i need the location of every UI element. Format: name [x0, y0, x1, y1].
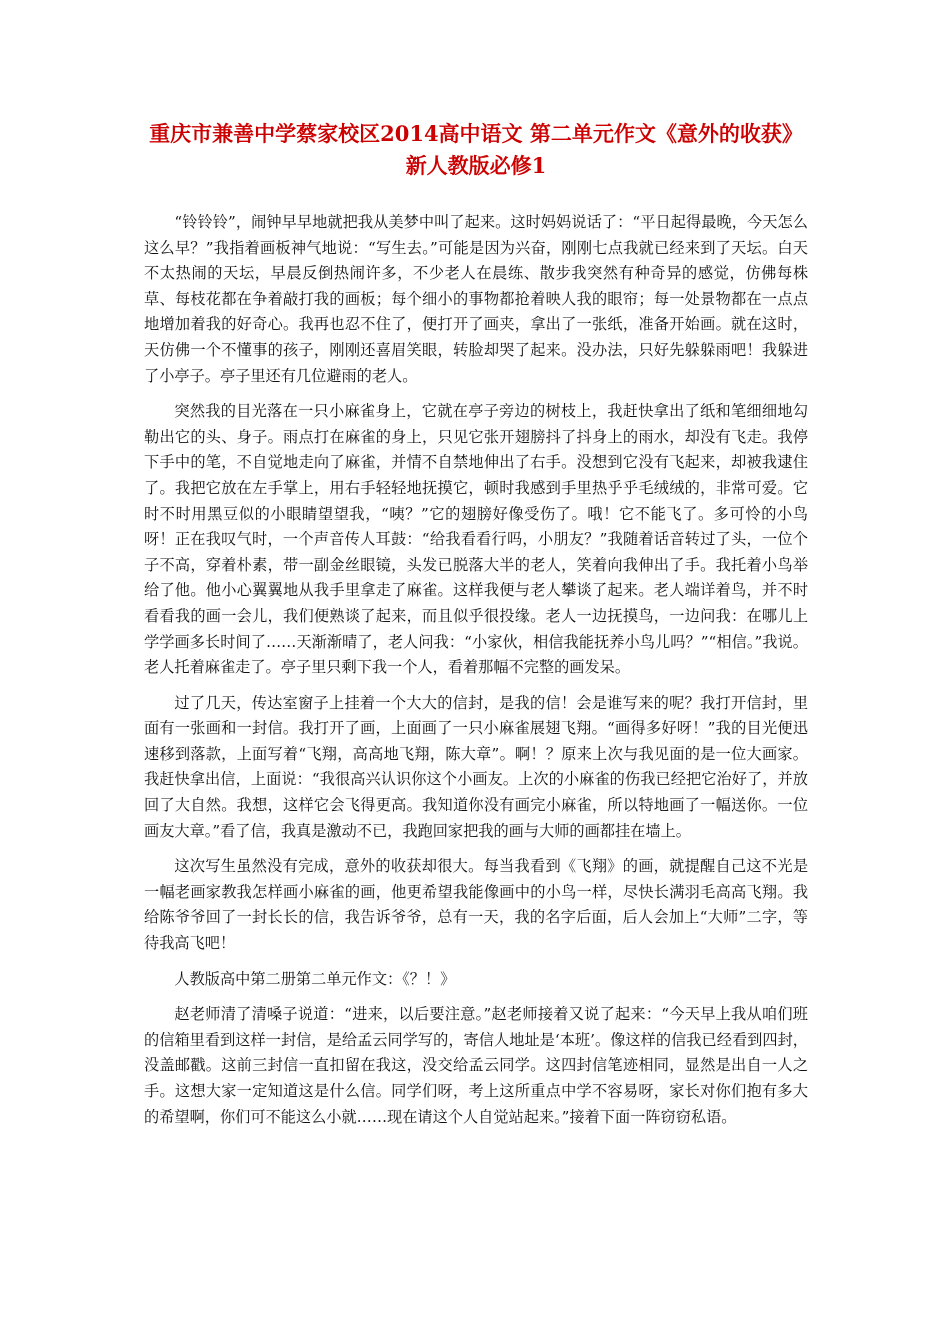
paragraph-2: 突然我的目光落在一只小麻雀身上，它就在亭子旁边的树枝上，我赶快拿出了纸和笔细细地勾勒出它的头、身子。雨点打在麻雀的身上，只见它张开翅膀抖了抖身上的雨水，却没有飞走。我停下手中的笔，不自觉地走向了麻雀，并情不自禁地伸出了右手。没想到它没有飞起来，却被我逮住了。我把它放在左手掌上，用右手轻轻地抚摸它，顿时我感到手里热乎乎毛绒绒的，非常可爱。它时不时用黑豆似的小眼睛望望我，“咦？”它的翅膀好像受伤了。哦！它不能飞了。多可怜的小鸟呀！正在我叹气时，一个声音传人耳鼓：“给我看看行吗，小朋友？”我随着话音转过了头，一位个子不高，穿着朴素，带一副金丝眼镜，头发已脱落大半的老人，笑着向我伸出了手。我托着小鸟举给了他。他小心翼翼地从我手里拿走了麻雀。这样我便与老人攀谈了起来。老人端详着鸟，并不时看看我的画一会儿，我们便熟谈了起来，而且似乎很投缘。老人一边抚摸鸟，一边问我：在哪儿上学学画多长时间了……天渐渐晴了，老人问我：“小家伙，相信我能抚养小鸟儿吗？”“相信。”我说。老人托着麻雀走了。亭子里只剩下我一个人，看着那幅不完整的画发呆。 — [144, 402, 808, 677]
paragraph-1: “铃铃铃”，闹钟早早地就把我从美梦中叫了起来。这时妈妈说话了：“平日起得最晚，今天怎么这么早？”我指着画板神气地说：“写生去。”可能是因为兴奋，刚刚七点我就已经来到了天坛。白天不太热闹的天坛，早晨反倒热闹许多，不少老人在晨练、散步我突然有种奇异的感觉，仿佛每株草、每枝花都在争着敲打我的画板；每个细小的事物都抢着映人我的眼帘；每一处景物都在一点点地增加着我的好奇心。我再也忍不住了，便打开了画夹，拿出了一张纸，准备开始画。就在这时，天仿佛一个不懂事的孩子，刚刚还喜眉笑眼，转脸却哭了起来。没办法，只好先躲躲雨吧！我躲进了小亭子。亭子里还有几位避雨的老人。 — [144, 213, 808, 385]
document-body — [144, 210, 808, 1140]
paragraph-5: 赵老师清了清嗓子说道：“进来，以后要注意。”赵老师接着又说了起来：“今天早上我从咱们班的信箱里看到这样一封信，是给孟云同学写的，寄信人地址是‘本班’。像这样的信我已经看到四封，没盖邮戳。这前三封信一直扣留在我这，没交给孟云同学。这四封信笔迹相同，显然是出自一人之手。这想大家一定知道这是什么信。同学们呀，考上这所重点中学不容易呀，家长对你们抱有多大的希望啊，你们可不能这么小就……现在请这个人自觉站起来。”接着下面一阵窃窃私语。 — [144, 1005, 808, 1126]
paragraph-4: 这次写生虽然没有完成，意外的收获却很大。每当我看到《飞翔》的画，就提醒自己这不光是一幅老画家教我怎样画小麻雀的画，他更希望我能像画中的小鸟一样，尽快长满羽毛高高飞翔。我给陈爷爷回了一封长长的信，我告诉爷爷，总有一天，我的名字后面，后人会加上“大师”二字，等待我高飞吧！ — [144, 857, 808, 953]
document-title: 重庆市兼善中学蔡家校区2014高中语文 第二单元作文《意外的收获》新人教版必修1 — [149, 121, 803, 178]
section-heading: 人教版高中第二册第二单元作文：《？！》 — [174, 969, 456, 988]
paragraph-3: 过了几天，传达室窗子上挂着一个大大的信封，是我的信！会是谁写来的呢？我打开信封，里面有一张画和一封信。我打开了画，上面画了一只小麻雀展翅飞翔。“画得多好呀！”我的目光便迅速移到落款，上面写着“飞翔，高高地飞翔，陈大章”。啊！？原来上次与我见面的是一位大画家。我赶快拿出信，上面说：“我很高兴认识你这个小画友。上次的小麻雀的伤我已经把它治好了，并放回了大自然。我想，这样它会飞得更高。我知道你没有画完小麻雀，所以特地画了一幅送你。一位画友大章。”看了信，我真是激动不已，我跑回家把我的画与大师的画都挂在墙上。 — [144, 693, 808, 840]
